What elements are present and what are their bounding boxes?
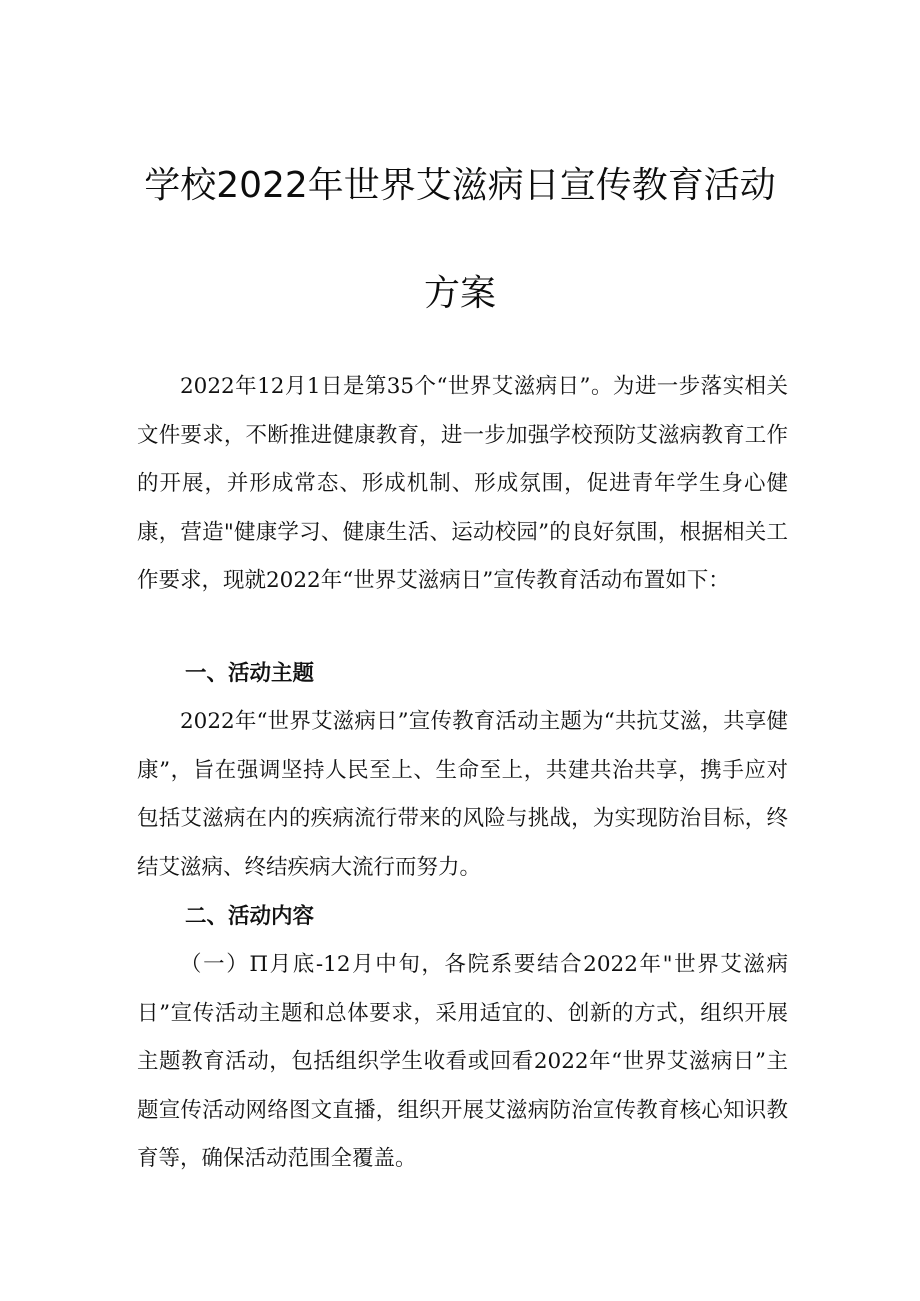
content-item-1-paragraph: （一）Π月底-12月中旬，各院系要结合2022年"世界艾滋病日”宣传活动主题和总体要求，采用适宜的、创新的方式，组织开展主题教育活动，包括组织学生收看或回看2022年“世界艾滋病日”主题宣传活动网络图文直播，组织开展艾滋病防治宣传教育核心知识教育等，确保活动范围全覆盖。 xyxy=(137,952,788,1171)
section-heading-content: 二、活动内容 xyxy=(185,904,315,929)
section-heading-theme: 一、活动主题 xyxy=(185,661,315,686)
document-title-line1: 学校2022年世界艾滋病日宣传教育活动 xyxy=(144,165,776,206)
intro-paragraph: 2022年12月1日是第35个“世界艾滋病日”。为进一步落实相关文件要求，不断推进健康教育，进一步加强学校预防艾滋病教育工作的开展，并形成常态、形成机制、形成氛围，促进青年学生身心健康，营造"健康学习、健康生活、运动校园”的良好氛围，根据相关工作要求，现就2022年“世界艾滋病日”宣传教育活动布置如下： xyxy=(137,374,788,593)
document-title-line2: 方案 xyxy=(423,273,496,314)
theme-paragraph: 2022年“世界艾滋病日”宣传教育活动主题为“共抗艾滋，共享健康”，旨在强调坚持人民至上、生命至上，共建共治共享，携手应对包括艾滋病在内的疾病流行带来的风险与挑战，为实现防治目标，终结艾滋病、终结疾病大流行而努力。 xyxy=(137,709,788,880)
